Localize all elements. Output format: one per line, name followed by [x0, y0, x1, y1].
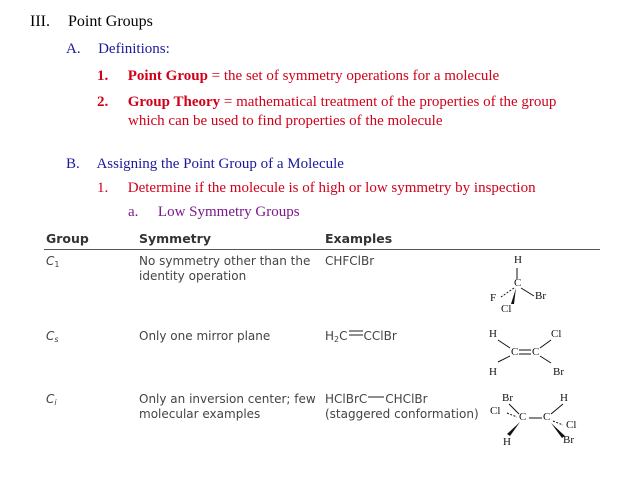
atom-label: H — [489, 366, 497, 378]
heading — [30, 13, 153, 31]
subsection-a — [128, 204, 300, 221]
table-row-2-example — [325, 329, 397, 347]
definition-2-term: Group Theory — [127, 94, 221, 110]
definition-1-text: = the set of symmetry operations for a molecule — [207, 68, 500, 84]
table-row-3-symmetry-line-2: molecular examples — [139, 407, 261, 421]
table-row-2-group — [46, 329, 59, 347]
section-a-letter: A. — [66, 41, 81, 57]
atom-label: C — [511, 346, 519, 358]
table-row-1-symmetry-line-1: No symmetry other than the — [139, 254, 311, 268]
atom-label: C — [519, 411, 527, 423]
formula-part: H — [325, 329, 335, 343]
heading-number: III. — [30, 13, 50, 30]
formula-part: HClBrC — [325, 392, 368, 406]
atom-label: C — [514, 277, 522, 289]
section-b — [66, 156, 344, 173]
table-row-3-example-note: (staggered conformation) — [325, 407, 479, 421]
table-row-1-group — [46, 254, 59, 272]
structure-chfclbr-bonds — [485, 250, 565, 320]
definition-1-term: Point Group — [127, 68, 208, 84]
step-1 — [97, 180, 536, 197]
section-a-text: Definitions: — [98, 41, 170, 57]
formula-subscript: 2 — [334, 335, 340, 344]
table-header-examples: Examples — [325, 231, 393, 246]
table-row-3-symmetry-line-1: Only an inversion center; few — [139, 392, 316, 406]
atom-label: Br — [553, 366, 564, 378]
section-a — [66, 41, 170, 58]
step-1-text: Determine if the molecule is of high or low symmetry by inspection — [127, 180, 536, 196]
atom-label: Cl — [501, 303, 512, 315]
definition-2-continuation: which can be used to find properties of the molecule — [128, 113, 443, 129]
atom-label: Cl — [551, 328, 562, 340]
single-bond-icon — [367, 389, 385, 404]
definition-2 — [97, 94, 556, 111]
table-row-3-group — [46, 392, 57, 410]
atom-label: H — [503, 436, 511, 448]
atom-label: H — [560, 392, 568, 404]
group-letter: C — [46, 329, 55, 343]
formula-part: CHClBr — [385, 392, 428, 406]
group-letter: C — [46, 392, 55, 406]
group-subscript: 1 — [54, 260, 60, 269]
formula-part: CClBr — [363, 329, 397, 343]
atom-label: Br — [535, 290, 546, 302]
heading-text: Point Groups — [67, 13, 153, 30]
section-b-letter: B. — [66, 156, 80, 172]
atom-label: H — [489, 328, 497, 340]
group-letter: C — [46, 254, 55, 268]
formula-part: C — [339, 329, 348, 343]
group-subscript: i — [54, 398, 57, 407]
table-row-3-example — [325, 392, 428, 407]
atom-label: F — [490, 292, 497, 304]
section-b-text: Assigning the Point Group of a Molecule — [96, 156, 344, 172]
atom-label: C — [543, 411, 551, 423]
atom-label: Cl — [490, 405, 501, 417]
subsection-a-letter: a. — [128, 204, 139, 220]
table-header-symmetry: Symmetry — [139, 231, 211, 246]
double-bond-icon — [348, 326, 364, 341]
definition-1 — [97, 68, 499, 85]
step-1-number: 1. — [97, 180, 109, 196]
definition-2-number: 2. — [97, 94, 109, 110]
table-header-group: Group — [46, 231, 89, 246]
definition-2-text: = mathematical treatment of the properties of the group — [220, 94, 557, 110]
group-subscript: s — [54, 335, 59, 344]
atom-label: Cl — [566, 419, 577, 431]
atom-label: Br — [563, 434, 574, 446]
atom-label: H — [514, 254, 522, 266]
table-row-2-symmetry: Only one mirror plane — [139, 329, 271, 343]
table-row-1-symmetry-line-2: identity operation — [139, 269, 247, 283]
definition-1-number: 1. — [97, 68, 109, 84]
table-row-1-example: CHFClBr — [325, 254, 375, 268]
atom-label: Br — [502, 392, 513, 404]
atom-label: C — [532, 346, 540, 358]
subsection-a-text: Low Symmetry Groups — [157, 204, 300, 220]
